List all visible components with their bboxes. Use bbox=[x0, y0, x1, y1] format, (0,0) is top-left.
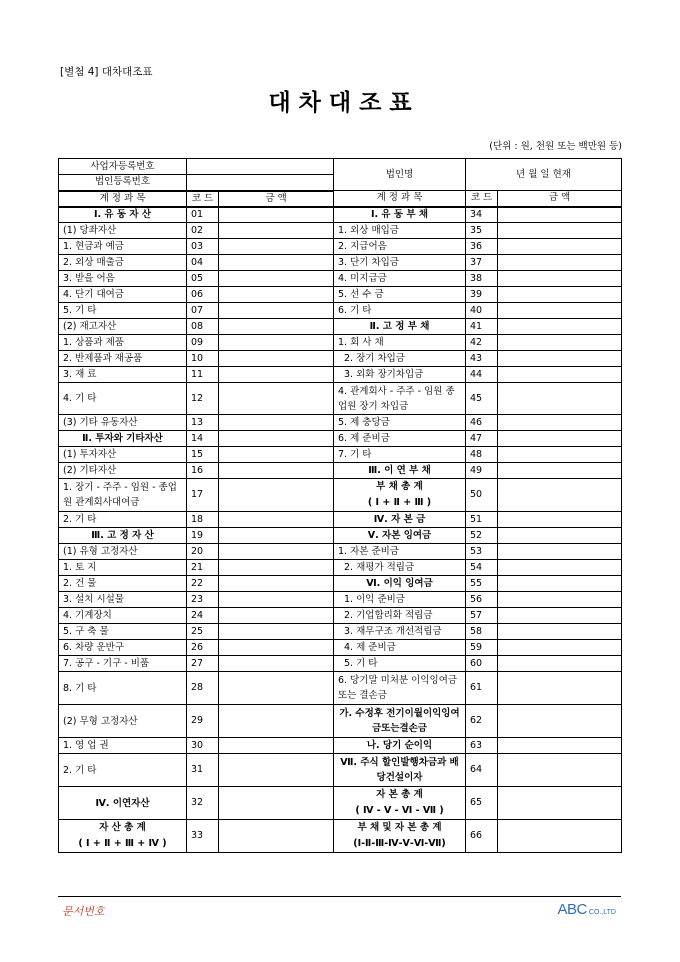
asset-code-08: 08 bbox=[187, 319, 219, 335]
liability-account-49: Ⅲ. 이 연 부 채 bbox=[334, 463, 466, 479]
liability-account-62: 가. 수정후 전기이월이익잉여금또는결손금 bbox=[334, 705, 466, 738]
table-row bbox=[59, 463, 622, 479]
liability-amount-34[interactable] bbox=[498, 207, 622, 223]
asset-account-17: 1. 장기 - 주주 - 임원 - 종업원 관계회사대여금 bbox=[59, 479, 187, 512]
asset-code-09: 09 bbox=[187, 335, 219, 351]
liability-code-37: 37 bbox=[466, 255, 498, 271]
asset-account-31: 2. 기 타 bbox=[59, 754, 187, 787]
table-row bbox=[59, 383, 622, 415]
asset-account-32: Ⅳ. 이연자산 bbox=[59, 787, 187, 820]
table-row bbox=[59, 738, 622, 754]
asset-amount-20[interactable] bbox=[219, 544, 334, 560]
liability-code-63: 63 bbox=[466, 738, 498, 754]
liability-code-60: 60 bbox=[466, 656, 498, 672]
biz-reg-no-label: 사업자등록번호 bbox=[59, 159, 187, 175]
liability-account-38: 4. 미지급금 bbox=[334, 271, 466, 287]
table-row bbox=[59, 447, 622, 463]
liability-account-57: 2. 기업합리화 적립금 bbox=[334, 608, 466, 624]
asset-code-23: 23 bbox=[187, 592, 219, 608]
table-row bbox=[59, 255, 622, 271]
asset-account-26: 6. 차량 운반구 bbox=[59, 640, 187, 656]
asset-account-22: 2. 건 물 bbox=[59, 576, 187, 592]
liability-code-65: 65 bbox=[466, 787, 498, 820]
corp-reg-no-label: 법인등록번호 bbox=[59, 175, 187, 191]
asset-account-12: 4. 기 타 bbox=[59, 383, 187, 415]
asset-code-03: 03 bbox=[187, 239, 219, 255]
asset-total-formula: ( Ⅰ + Ⅱ + Ⅲ + Ⅳ ) bbox=[78, 838, 167, 849]
asset-account-28: 8. 기 타 bbox=[59, 672, 187, 705]
asset-account-07: 5. 기 타 bbox=[59, 303, 187, 319]
table-row bbox=[59, 608, 622, 624]
unit-note: (단위 : 원, 천원 또는 백만원 등) bbox=[489, 141, 622, 152]
asset-code-25: 25 bbox=[187, 624, 219, 640]
asset-account-10: 2. 반제품과 재공품 bbox=[59, 351, 187, 367]
asset-account-27: 7. 공구 - 기구 - 비품 bbox=[59, 656, 187, 672]
asset-code-12: 12 bbox=[187, 383, 219, 415]
asset-code-05: 05 bbox=[187, 271, 219, 287]
liability-code-66: 66 bbox=[466, 820, 498, 853]
asset-amount-11[interactable] bbox=[219, 367, 334, 383]
liability-amount-37[interactable] bbox=[498, 255, 622, 271]
liability-amount-39[interactable] bbox=[498, 287, 622, 303]
asset-amount-15[interactable] bbox=[219, 447, 334, 463]
liability-code-58: 58 bbox=[466, 624, 498, 640]
liability-code-54: 54 bbox=[466, 560, 498, 576]
asset-code-32: 32 bbox=[187, 787, 219, 820]
asset-code-24: 24 bbox=[187, 608, 219, 624]
liability-account-37: 3. 단기 차입금 bbox=[334, 255, 466, 271]
table-row bbox=[59, 431, 622, 447]
table-row bbox=[59, 512, 622, 528]
asset-code-26: 26 bbox=[187, 640, 219, 656]
asset-amount-02[interactable] bbox=[219, 223, 334, 239]
liability-code-48: 48 bbox=[466, 447, 498, 463]
asset-code-13: 13 bbox=[187, 415, 219, 431]
liability-code-57: 57 bbox=[466, 608, 498, 624]
liability-amount-38[interactable] bbox=[498, 271, 622, 287]
liability-account-46: 5. 제 충당금 bbox=[334, 415, 466, 431]
liability-amount-64[interactable] bbox=[498, 754, 622, 787]
asset-code-21: 21 bbox=[187, 560, 219, 576]
asset-amount-16[interactable] bbox=[219, 463, 334, 479]
asset-amount-19[interactable] bbox=[219, 528, 334, 544]
asset-code-28: 28 bbox=[187, 672, 219, 705]
col-account-left: 계 정 과 목 bbox=[59, 191, 187, 207]
asset-account-16: (2) 기타자산 bbox=[59, 463, 187, 479]
liability-code-35: 35 bbox=[466, 223, 498, 239]
table-row bbox=[59, 544, 622, 560]
liability-code-61: 61 bbox=[466, 672, 498, 705]
balance-sheet-rows bbox=[59, 207, 622, 853]
liability-amount-60[interactable] bbox=[498, 656, 622, 672]
liability-code-45: 45 bbox=[466, 383, 498, 415]
asset-account-30: 1. 영 업 권 bbox=[59, 738, 187, 754]
asset-amount-32[interactable] bbox=[219, 787, 334, 820]
liability-amount-35[interactable] bbox=[498, 223, 622, 239]
header-row-biz-reg bbox=[59, 159, 622, 175]
logo-suffix: CO.,LTD bbox=[588, 909, 616, 916]
asset-amount-09[interactable] bbox=[219, 335, 334, 351]
asset-account-23: 3. 설치 시설물 bbox=[59, 592, 187, 608]
asset-account-33 bbox=[59, 820, 187, 853]
liability-amount-66[interactable] bbox=[498, 820, 622, 853]
liability-code-50: 50 bbox=[466, 479, 498, 512]
table-row bbox=[59, 787, 622, 820]
liability-account-66 bbox=[334, 820, 466, 853]
liability-amount-54[interactable] bbox=[498, 560, 622, 576]
liability-account-47: 6. 제 준비금 bbox=[334, 431, 466, 447]
liability-code-44: 44 bbox=[466, 367, 498, 383]
asset-code-06: 06 bbox=[187, 287, 219, 303]
liability-amount-40[interactable] bbox=[498, 303, 622, 319]
asset-code-01: 01 bbox=[187, 207, 219, 223]
liability-total-formula: ( Ⅳ - Ⅴ - Ⅵ - Ⅶ ) bbox=[355, 805, 444, 816]
liability-code-62: 62 bbox=[466, 705, 498, 738]
liability-code-43: 43 bbox=[466, 351, 498, 367]
asset-amount-12[interactable] bbox=[219, 383, 334, 415]
liability-account-42: 1. 회 사 채 bbox=[334, 335, 466, 351]
liability-account-64: Ⅶ. 주식 할인발행차금과 배당건설이자 bbox=[334, 754, 466, 787]
table-row bbox=[59, 351, 622, 367]
table-row bbox=[59, 271, 622, 287]
liability-code-41: 41 bbox=[466, 319, 498, 335]
liability-amount-62[interactable] bbox=[498, 705, 622, 738]
col-code-left: 코 드 bbox=[187, 191, 219, 207]
liability-code-40: 40 bbox=[466, 303, 498, 319]
liability-account-43: 2. 장기 차입금 bbox=[334, 351, 466, 367]
liability-code-53: 53 bbox=[466, 544, 498, 560]
balance-sheet-table bbox=[58, 158, 622, 853]
liability-amount-61[interactable] bbox=[498, 672, 622, 705]
asset-amount-06[interactable] bbox=[219, 287, 334, 303]
table-row bbox=[59, 415, 622, 431]
document-title: 대 차 대 조 표 bbox=[268, 90, 412, 116]
liability-amount-48[interactable] bbox=[498, 447, 622, 463]
asset-amount-23[interactable] bbox=[219, 592, 334, 608]
liability-account-40: 6. 기 타 bbox=[334, 303, 466, 319]
liability-account-39: 5. 선 수 금 bbox=[334, 287, 466, 303]
col-amount-right: 금 액 bbox=[498, 191, 622, 207]
logo-text: ABC bbox=[557, 901, 587, 918]
asset-account-11: 3. 재 료 bbox=[59, 367, 187, 383]
table-row bbox=[59, 672, 622, 705]
liability-amount-55[interactable] bbox=[498, 576, 622, 592]
liability-code-49: 49 bbox=[466, 463, 498, 479]
liability-code-42: 42 bbox=[466, 335, 498, 351]
attachment-label: [별첨 4] 대차대조표 bbox=[60, 66, 153, 78]
asset-code-22: 22 bbox=[187, 576, 219, 592]
asset-code-04: 04 bbox=[187, 255, 219, 271]
asset-account-01: Ⅰ. 유 동 자 산 bbox=[59, 207, 187, 223]
col-amount-left: 금 액 bbox=[219, 191, 334, 207]
table-row bbox=[59, 367, 622, 383]
liability-account-61: 6. 당기말 미처분 이익잉여금 또는 결손금 bbox=[334, 672, 466, 705]
asset-account-15: (1) 투자자산 bbox=[59, 447, 187, 463]
asset-amount-03[interactable] bbox=[219, 239, 334, 255]
liability-account-34: Ⅰ. 유 동 부 채 bbox=[334, 207, 466, 223]
asset-code-30: 30 bbox=[187, 738, 219, 754]
liability-account-41: Ⅱ. 고 정 부 채 bbox=[334, 319, 466, 335]
liability-amount-52[interactable] bbox=[498, 528, 622, 544]
biz-reg-no-value[interactable] bbox=[187, 159, 334, 175]
date-as-of: 년 월 일 현재 bbox=[466, 159, 622, 191]
asset-account-05: 3. 받을 어음 bbox=[59, 271, 187, 287]
liability-total-formula: ( Ⅰ + Ⅱ + Ⅲ ) bbox=[367, 497, 432, 508]
liability-total-formula: (Ⅰ-Ⅱ-Ⅲ-Ⅳ-Ⅴ-Ⅵ-Ⅶ) bbox=[353, 838, 446, 849]
asset-code-17: 17 bbox=[187, 479, 219, 512]
asset-amount-17[interactable] bbox=[219, 479, 334, 512]
asset-account-25: 5. 구 축 물 bbox=[59, 624, 187, 640]
asset-amount-18[interactable] bbox=[219, 512, 334, 528]
table-row bbox=[59, 640, 622, 656]
asset-account-24: 4. 기계장치 bbox=[59, 608, 187, 624]
asset-code-16: 16 bbox=[187, 463, 219, 479]
liability-amount-59[interactable] bbox=[498, 640, 622, 656]
asset-account-08: (2) 재고자산 bbox=[59, 319, 187, 335]
liability-code-59: 59 bbox=[466, 640, 498, 656]
liability-code-51: 51 bbox=[466, 512, 498, 528]
liability-amount-47[interactable] bbox=[498, 431, 622, 447]
liability-amount-42[interactable] bbox=[498, 335, 622, 351]
table-row bbox=[59, 624, 622, 640]
asset-account-14: Ⅱ. 투자와 기타자산 bbox=[59, 431, 187, 447]
asset-amount-22[interactable] bbox=[219, 576, 334, 592]
asset-code-11: 11 bbox=[187, 367, 219, 383]
liability-account-56: 1. 이익 준비금 bbox=[334, 592, 466, 608]
table-row bbox=[59, 656, 622, 672]
table-row bbox=[59, 239, 622, 255]
asset-account-09: 1. 상품과 제품 bbox=[59, 335, 187, 351]
asset-amount-14[interactable] bbox=[219, 431, 334, 447]
asset-code-18: 18 bbox=[187, 512, 219, 528]
footer-divider bbox=[58, 896, 621, 897]
liability-amount-46[interactable] bbox=[498, 415, 622, 431]
asset-code-15: 15 bbox=[187, 447, 219, 463]
liability-code-52: 52 bbox=[466, 528, 498, 544]
table-row bbox=[59, 207, 622, 223]
corp-name-label: 법인명 bbox=[334, 159, 466, 191]
liability-amount-50[interactable] bbox=[498, 479, 622, 512]
liability-code-55: 55 bbox=[466, 576, 498, 592]
asset-amount-07[interactable] bbox=[219, 303, 334, 319]
table-row bbox=[59, 335, 622, 351]
liability-account-48: 7. 기 타 bbox=[334, 447, 466, 463]
table-row bbox=[59, 560, 622, 576]
liability-code-36: 36 bbox=[466, 239, 498, 255]
liability-amount-49[interactable] bbox=[498, 463, 622, 479]
asset-account-13: (3) 기타 유동자산 bbox=[59, 415, 187, 431]
asset-account-18: 2. 기 타 bbox=[59, 512, 187, 528]
liability-account-54: 2. 재평가 적립금 bbox=[334, 560, 466, 576]
asset-account-03: 1. 현금과 예금 bbox=[59, 239, 187, 255]
corp-reg-no-value[interactable] bbox=[187, 175, 334, 191]
table-row bbox=[59, 223, 622, 239]
liability-total-label: 부 채 및 자 본 총 계 bbox=[357, 822, 442, 833]
asset-account-04: 2. 외상 매출금 bbox=[59, 255, 187, 271]
col-code-right: 코 드 bbox=[466, 191, 498, 207]
asset-code-10: 10 bbox=[187, 351, 219, 367]
asset-account-21: 1. 토 지 bbox=[59, 560, 187, 576]
col-account-right: 계 정 과 목 bbox=[334, 191, 466, 207]
company-logo bbox=[558, 901, 616, 918]
liability-amount-63[interactable] bbox=[498, 738, 622, 754]
liability-account-35: 1. 외상 매입금 bbox=[334, 223, 466, 239]
asset-amount-27[interactable] bbox=[219, 656, 334, 672]
asset-amount-05[interactable] bbox=[219, 271, 334, 287]
liability-account-36: 2. 지급어음 bbox=[334, 239, 466, 255]
asset-account-19: Ⅲ. 고 정 자 산 bbox=[59, 528, 187, 544]
table-row bbox=[59, 705, 622, 738]
liability-account-45: 4. 관계회사 - 주주 - 임원 종업원 장기 차입금 bbox=[334, 383, 466, 415]
asset-amount-08[interactable] bbox=[219, 319, 334, 335]
asset-amount-01[interactable] bbox=[219, 207, 334, 223]
asset-amount-04[interactable] bbox=[219, 255, 334, 271]
liability-account-55: Ⅵ. 이익 잉여금 bbox=[334, 576, 466, 592]
asset-code-14: 14 bbox=[187, 431, 219, 447]
table-row bbox=[59, 319, 622, 335]
asset-account-20: (1) 유형 고정자산 bbox=[59, 544, 187, 560]
liability-account-60: 5. 기 타 bbox=[334, 656, 466, 672]
asset-code-02: 02 bbox=[187, 223, 219, 239]
liability-code-47: 47 bbox=[466, 431, 498, 447]
liability-code-34: 34 bbox=[466, 207, 498, 223]
table-row bbox=[59, 287, 622, 303]
liability-account-51: Ⅳ. 자 본 금 bbox=[334, 512, 466, 528]
liability-amount-57[interactable] bbox=[498, 608, 622, 624]
table-row bbox=[59, 754, 622, 787]
liability-account-63: 나. 당기 순이익 bbox=[334, 738, 466, 754]
asset-account-02: (1) 당좌자산 bbox=[59, 223, 187, 239]
asset-code-33: 33 bbox=[187, 820, 219, 853]
liability-code-64: 64 bbox=[466, 754, 498, 787]
asset-account-29: (2) 무형 고정자산 bbox=[59, 705, 187, 738]
table-row bbox=[59, 576, 622, 592]
liability-account-65 bbox=[334, 787, 466, 820]
document-number-label: 문서번호 bbox=[62, 905, 105, 918]
liability-total-label: 자 본 총 계 bbox=[376, 789, 423, 800]
liability-code-39: 39 bbox=[466, 287, 498, 303]
table-row bbox=[59, 303, 622, 319]
liability-amount-56[interactable] bbox=[498, 592, 622, 608]
liability-total-label: 부 채 총 계 bbox=[376, 481, 423, 492]
asset-amount-10[interactable] bbox=[219, 351, 334, 367]
liability-amount-36[interactable] bbox=[498, 239, 622, 255]
table-row bbox=[59, 592, 622, 608]
asset-code-19: 19 bbox=[187, 528, 219, 544]
asset-amount-29[interactable] bbox=[219, 705, 334, 738]
liability-account-59: 4. 제 준비금 bbox=[334, 640, 466, 656]
liability-code-38: 38 bbox=[466, 271, 498, 287]
asset-code-07: 07 bbox=[187, 303, 219, 319]
asset-amount-31[interactable] bbox=[219, 754, 334, 787]
liability-amount-51[interactable] bbox=[498, 512, 622, 528]
table-row bbox=[59, 479, 622, 512]
liability-amount-43[interactable] bbox=[498, 351, 622, 367]
liability-account-50 bbox=[334, 479, 466, 512]
liability-account-58: 3. 재무구조 개선적립금 bbox=[334, 624, 466, 640]
asset-amount-24[interactable] bbox=[219, 608, 334, 624]
asset-code-27: 27 bbox=[187, 656, 219, 672]
asset-amount-33[interactable] bbox=[219, 820, 334, 853]
asset-total-label: 자 산 총 계 bbox=[99, 822, 146, 833]
asset-code-29: 29 bbox=[187, 705, 219, 738]
table-row bbox=[59, 820, 622, 853]
column-header-row bbox=[59, 191, 622, 207]
asset-amount-30[interactable] bbox=[219, 738, 334, 754]
table-row bbox=[59, 528, 622, 544]
asset-amount-13[interactable] bbox=[219, 415, 334, 431]
asset-amount-28[interactable] bbox=[219, 672, 334, 705]
asset-amount-26[interactable] bbox=[219, 640, 334, 656]
liability-amount-41[interactable] bbox=[498, 319, 622, 335]
liability-amount-65[interactable] bbox=[498, 787, 622, 820]
liability-code-56: 56 bbox=[466, 592, 498, 608]
liability-account-44: 3. 외화 장기차입금 bbox=[334, 367, 466, 383]
liability-amount-44[interactable] bbox=[498, 367, 622, 383]
asset-account-06: 4. 단기 대여금 bbox=[59, 287, 187, 303]
liability-account-53: 1. 자본 준비금 bbox=[334, 544, 466, 560]
asset-code-31: 31 bbox=[187, 754, 219, 787]
asset-code-20: 20 bbox=[187, 544, 219, 560]
asset-amount-21[interactable] bbox=[219, 560, 334, 576]
liability-amount-45[interactable] bbox=[498, 383, 622, 415]
asset-amount-25[interactable] bbox=[219, 624, 334, 640]
liability-code-46: 46 bbox=[466, 415, 498, 431]
liability-amount-58[interactable] bbox=[498, 624, 622, 640]
liability-account-52: Ⅴ. 자본 잉여금 bbox=[334, 528, 466, 544]
liability-amount-53[interactable] bbox=[498, 544, 622, 560]
